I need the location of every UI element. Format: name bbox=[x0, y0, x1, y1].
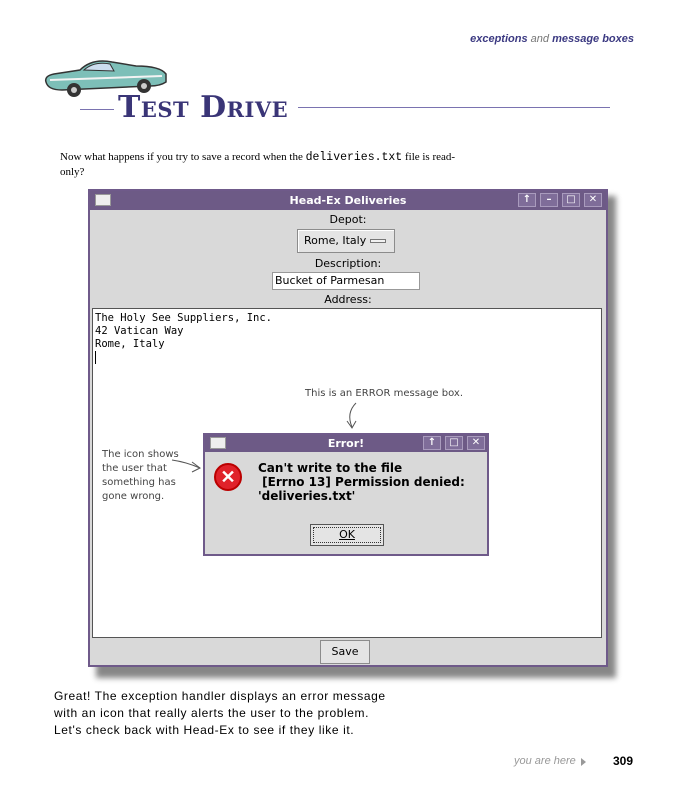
error-message-line: [Errno 13] Permission denied: bbox=[258, 475, 465, 489]
close-icon[interactable]: ✕ bbox=[467, 436, 485, 450]
icon-note-line: The icon shows bbox=[102, 449, 179, 460]
running-head-topic: message boxes bbox=[552, 33, 634, 45]
ok-button[interactable] bbox=[310, 524, 384, 546]
dialog-menu-icon[interactable] bbox=[210, 437, 226, 449]
page-number: 309 bbox=[613, 754, 634, 768]
intro-filename: deliveries.txt bbox=[305, 151, 403, 164]
error-dialog bbox=[203, 433, 489, 556]
annotation-arrow-down bbox=[340, 401, 364, 431]
raise-icon[interactable]: ↑ bbox=[423, 436, 441, 450]
running-head bbox=[470, 33, 634, 45]
running-head-and: and bbox=[530, 33, 549, 45]
footer-you-are-here: you are here bbox=[514, 755, 576, 767]
depot-label: Depot: bbox=[329, 213, 367, 226]
icon-note-line: gone wrong. bbox=[102, 491, 165, 502]
address-line: Rome, Italy bbox=[95, 338, 165, 350]
description-label: Description: bbox=[314, 257, 382, 270]
error-message-line: Can't write to the file bbox=[258, 461, 403, 475]
address-line: The Holy See Suppliers, Inc. bbox=[95, 312, 273, 324]
closing-paragraph bbox=[54, 688, 474, 739]
footer-triangle-icon bbox=[581, 758, 586, 766]
icon-note bbox=[102, 448, 179, 504]
annotation-arrow-right bbox=[170, 454, 204, 474]
raise-icon[interactable]: ↑ bbox=[518, 193, 536, 207]
error-message bbox=[258, 461, 465, 503]
intro-before: Now what happens if you try to save a record when the bbox=[60, 151, 306, 163]
banner-rule-left bbox=[80, 109, 114, 110]
depot-option-menu[interactable] bbox=[297, 229, 395, 253]
option-indicator-icon bbox=[370, 239, 386, 243]
ok-label: OK bbox=[339, 528, 355, 541]
address-line: 42 Vatican Way bbox=[95, 325, 184, 337]
closing-line: with an icon that really alerts the user to the problem. bbox=[54, 706, 370, 720]
icon-note-line: something has bbox=[102, 477, 176, 488]
intro-after: file is read-only? bbox=[60, 151, 456, 178]
error-message-line: 'deliveries.txt' bbox=[258, 489, 356, 503]
maximize-icon[interactable]: □ bbox=[445, 436, 463, 450]
main-window-title: Head-Ex Deliveries bbox=[289, 194, 407, 207]
error-icon: ✕ bbox=[214, 463, 242, 491]
error-titlebar[interactable] bbox=[205, 435, 487, 452]
description-input[interactable]: Bucket of Parmesan bbox=[272, 272, 420, 290]
address-label: Address: bbox=[324, 293, 372, 306]
error-dialog-title: Error! bbox=[327, 437, 365, 450]
depot-value: Rome, Italy bbox=[304, 234, 367, 247]
running-head-section: exceptions bbox=[470, 33, 528, 45]
maximize-icon[interactable]: □ bbox=[562, 193, 580, 207]
intro-paragraph bbox=[60, 150, 460, 179]
closing-line: Great! The exception handler displays an error message bbox=[54, 689, 386, 703]
closing-line: Let's check back with Head-Ex to see if they like it. bbox=[54, 723, 355, 737]
text-caret bbox=[95, 351, 96, 364]
main-titlebar[interactable] bbox=[90, 191, 606, 210]
close-icon[interactable]: ✕ bbox=[584, 193, 602, 207]
icon-note-line: the user that bbox=[102, 463, 167, 474]
window-menu-icon[interactable] bbox=[95, 194, 111, 206]
save-button[interactable]: Save bbox=[320, 640, 370, 664]
minimize-icon[interactable]: – bbox=[540, 193, 558, 207]
banner-rule-right bbox=[298, 107, 610, 108]
error-box-note: This is an ERROR message box. bbox=[305, 388, 464, 399]
banner-title: Test Drive bbox=[118, 90, 289, 125]
